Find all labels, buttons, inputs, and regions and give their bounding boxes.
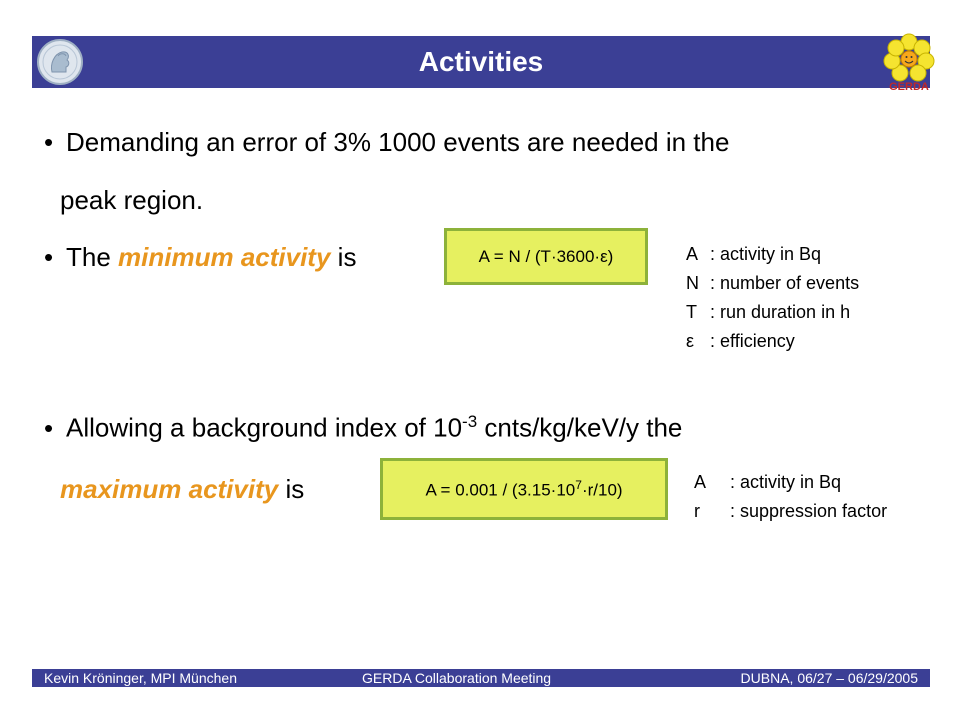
- gerda-logo-text: GERDA: [889, 81, 929, 93]
- bullet-1-text: Demanding an error of 3% 1000 events are needed in the: [66, 127, 730, 157]
- legend-description: : activity in Bq: [710, 244, 822, 264]
- page-title: Activities: [418, 46, 544, 77]
- legend-description: : activity in Bq: [730, 472, 842, 492]
- bullet-2: [44, 242, 356, 273]
- bullet-marker: •: [44, 242, 54, 272]
- footer-date: DUBNA, 06/27 – 06/29/2005: [740, 670, 918, 686]
- legend-description: : number of events: [710, 273, 860, 293]
- legend-description: : suppression factor: [730, 501, 888, 521]
- footer-author: Kevin Kröninger, MPI München: [44, 670, 237, 686]
- legend-symbol: N: [686, 273, 699, 293]
- legend-symbol: ε: [686, 331, 695, 351]
- maximum-activity-highlight: maximum activity: [60, 474, 279, 504]
- legend-description: : efficiency: [710, 331, 795, 351]
- formula-2-exponent: 7: [575, 477, 582, 492]
- legend-symbol: A: [686, 244, 699, 264]
- bullet-1-line-1: [44, 127, 729, 158]
- bullet-3-prefix: Allowing a background index of 10: [66, 412, 463, 443]
- mpi-minerva-logo-icon: [36, 38, 84, 86]
- bullet-2-prefix: The: [66, 242, 119, 272]
- bullet-3-line-2: [60, 474, 304, 505]
- footer-meeting: GERDA Collaboration Meeting: [362, 670, 552, 686]
- legend-row: [686, 240, 859, 269]
- legend-row: [686, 269, 859, 298]
- minimum-activity-formula: A = N / (T·3600·ε): [478, 246, 614, 266]
- bullet-1-continuation: peak region.: [60, 185, 204, 215]
- bullet-1-line-2: [60, 185, 203, 216]
- legend-description: : run duration in h: [710, 302, 851, 322]
- legend-row: [686, 298, 859, 327]
- legend-minimum-activity: [686, 240, 859, 356]
- bullet-3-line-1: [44, 412, 682, 444]
- legend-maximum-activity: [694, 468, 887, 526]
- maximum-activity-formula: [425, 478, 622, 501]
- legend-symbol: T: [686, 302, 697, 322]
- bullet-marker: •: [44, 412, 54, 443]
- legend-row: [694, 468, 887, 497]
- bullet-3-suffix: cnts/kg/keV/y the: [477, 412, 683, 443]
- title-bar: [32, 36, 930, 88]
- legend-symbol: A: [694, 472, 707, 492]
- minimum-activity-formula-box: [444, 228, 648, 285]
- legend-row: [686, 327, 859, 356]
- footer-bar: [32, 669, 930, 687]
- formula-2-prefix: A = 0.001 / (3.15·10: [425, 480, 576, 500]
- background-index-exponent: -3: [462, 412, 478, 431]
- maximum-activity-formula-box: [380, 458, 668, 520]
- minimum-activity-highlight: minimum activity: [118, 242, 331, 272]
- bullet-3-line-2-suffix: is: [278, 474, 305, 504]
- gerda-flower-logo-icon: [880, 32, 938, 94]
- legend-symbol: r: [694, 501, 700, 521]
- legend-row: [694, 497, 887, 526]
- bullet-2-suffix: is: [330, 242, 357, 272]
- bullet-marker: •: [44, 127, 54, 157]
- formula-2-suffix: ·r/10): [581, 480, 623, 500]
